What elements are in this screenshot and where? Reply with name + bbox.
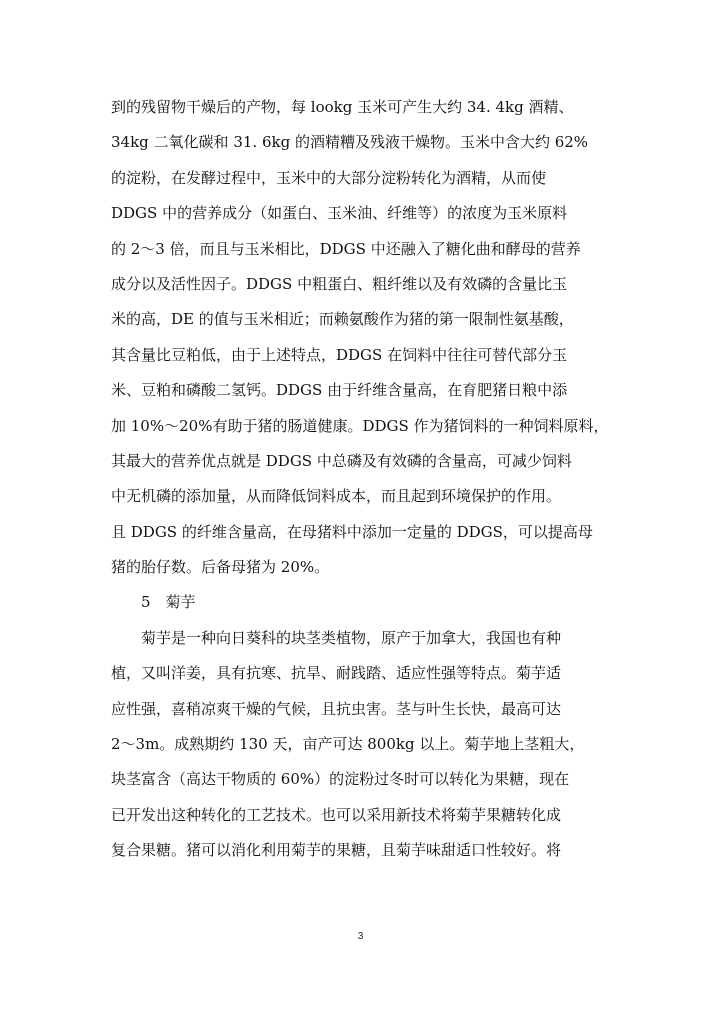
text-line: 植，又叫洋姜，具有抗寒、抗旱、耐践踏、适应性强等特点。菊芋适 <box>111 664 562 683</box>
text-line: 加 10%～20%有助于猪的肠道健康。DDGS 作为猪饲料的一种饲料原料， <box>111 416 609 435</box>
page-number: 3 <box>357 931 364 942</box>
text-line: DDGS 中的营养成分（如蛋白、玉米油、纤维等）的浓度为玉米原料 <box>111 204 568 223</box>
text-line: 且 DDGS 的纤维含量高，在母猪料中添加一定量的 DDGS，可以提高母 <box>111 522 593 541</box>
text-line: 的淀粉，在发酵过程中，玉米中的大部分淀粉转化为酒精，从而使 <box>111 168 547 187</box>
text-line: 34kg 二氧化碳和 31. 6kg 的酒精糟及残液干燥物。玉米中含大约 62% <box>111 133 589 152</box>
paragraph-ddgs <box>111 90 611 585</box>
text-line: 其含量比豆粕低，由于上述特点，DDGS 在饲料中往往可替代部分玉 <box>111 345 568 364</box>
text-line: 中无机磷的添加量，从而降低饲料成本，而且起到环境保护的作用。 <box>111 487 562 506</box>
paragraph-jerusalem-artichoke <box>111 621 611 869</box>
text-line: 复合果糖。猪可以消化利用菊芋的果糖，且菊芋味甜适口性较好。将 <box>111 841 562 860</box>
text-line: 应性强，喜稍凉爽干燥的气候，且抗虫害。茎与叶生长快，最高可达 <box>111 699 562 718</box>
text-line: 2～3m。成熟期约 130 天，亩产可达 800kg 以上。菊芋地上茎粗大， <box>111 735 585 754</box>
text-line: 猪的胎仔数。后备母猪为 20%。 <box>111 558 330 577</box>
text-line: 已开发出这种转化的工艺技术。也可以采用新技术将菊芋果糖转化成 <box>111 805 562 824</box>
text-line: 菊芋是一种向日葵科的块茎类植物，原产于加拿大，我国也有种 <box>141 628 562 647</box>
text-line: 米、豆粕和磷酸二氢钙。DDGS 由于纤维含量高，在育肥猪日粮中添 <box>111 381 568 400</box>
document-body <box>111 90 611 869</box>
text-line: 成分以及活性因子。DDGS 中粗蛋白、粗纤维以及有效磷的含量比玉 <box>111 274 568 293</box>
text-line: 其最大的营养优点就是 DDGS 中总磷及有效磷的含量高，可减少饲料 <box>111 451 572 470</box>
text-line: 的 2～3 倍，而且与玉米相比，DDGS 中还融入了糖化曲和酵母的营养 <box>111 239 581 258</box>
text-line: 米的高，DE 的值与玉米相近；而赖氨酸作为猪的第一限制性氨基酸， <box>111 310 574 329</box>
section-heading: 5 菊芋 <box>141 593 196 612</box>
text-line: 块茎富含（高达干物质的 60%）的淀粉过冬时可以转化为果糖，现在 <box>111 770 570 789</box>
text-line: 到的残留物干燥后的产物，每 lookg 玉米可产生大约 34. 4kg 酒精、 <box>111 98 574 116</box>
